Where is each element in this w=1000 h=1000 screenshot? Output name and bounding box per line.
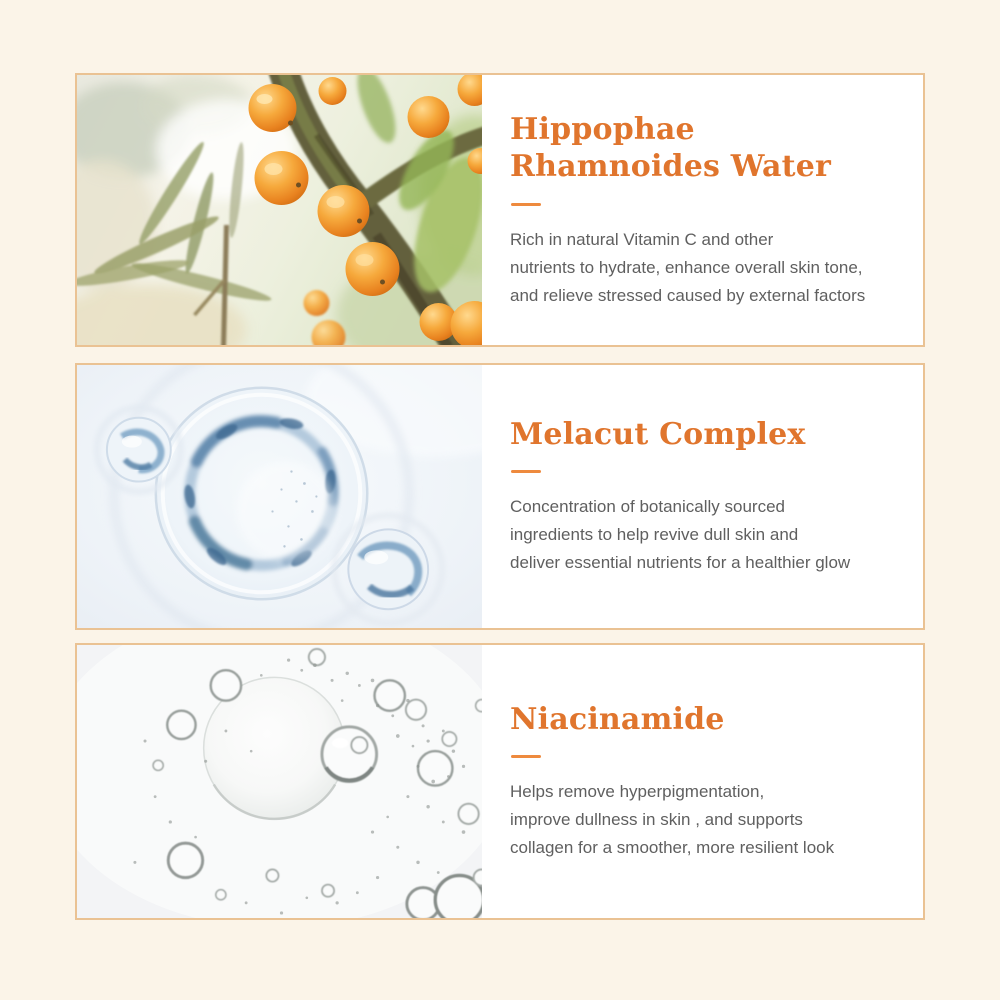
title-line: Rhamnoides Water	[510, 149, 832, 184]
water-drop-complex-photo	[77, 365, 482, 628]
description-line: nutrients to hydrate, enhance overall skin tone,	[510, 257, 863, 277]
accent-divider	[511, 755, 541, 758]
ingredient-description	[510, 493, 915, 577]
bubbles-illustration	[77, 645, 482, 918]
water-drop-illustration	[77, 365, 482, 628]
ingredient-description	[510, 226, 915, 310]
description-line: improve dullness in skin , and supports	[510, 810, 803, 830]
gel-bubbles-photo	[77, 645, 482, 918]
ingredient-title	[510, 111, 915, 186]
description-line: collagen for a smoother, more resilient look	[510, 838, 835, 858]
ingredient-title	[510, 701, 915, 739]
description-line: and relieve stressed caused by external factors	[510, 285, 866, 305]
sea-buckthorn-illustration	[77, 75, 482, 345]
ingredient-panel-hippophae	[75, 73, 925, 347]
accent-divider	[511, 470, 541, 473]
ingredient-panel-niacinamide	[75, 643, 925, 920]
ingredient-title	[510, 416, 915, 454]
description-line: ingredients to help revive dull skin and	[510, 525, 799, 545]
description-line: Helps remove hyperpigmentation,	[510, 782, 765, 802]
description-line: deliver essential nutrients for a healthier glow	[510, 553, 851, 573]
ingredient-info	[482, 645, 923, 918]
description-line: Concentration of botanically sourced	[510, 497, 785, 517]
sea-buckthorn-berries-photo	[77, 75, 482, 345]
ingredient-info	[482, 365, 923, 628]
title-line: Niacinamide	[510, 701, 725, 737]
title-line: Melacut Complex	[510, 416, 806, 452]
description-line: Rich in natural Vitamin C and other	[510, 229, 774, 249]
title-line: Hippophae	[510, 111, 695, 147]
accent-divider	[511, 203, 541, 206]
ingredient-panel-melacut	[75, 363, 925, 630]
ingredient-info	[482, 75, 923, 345]
ingredient-description	[510, 778, 915, 862]
